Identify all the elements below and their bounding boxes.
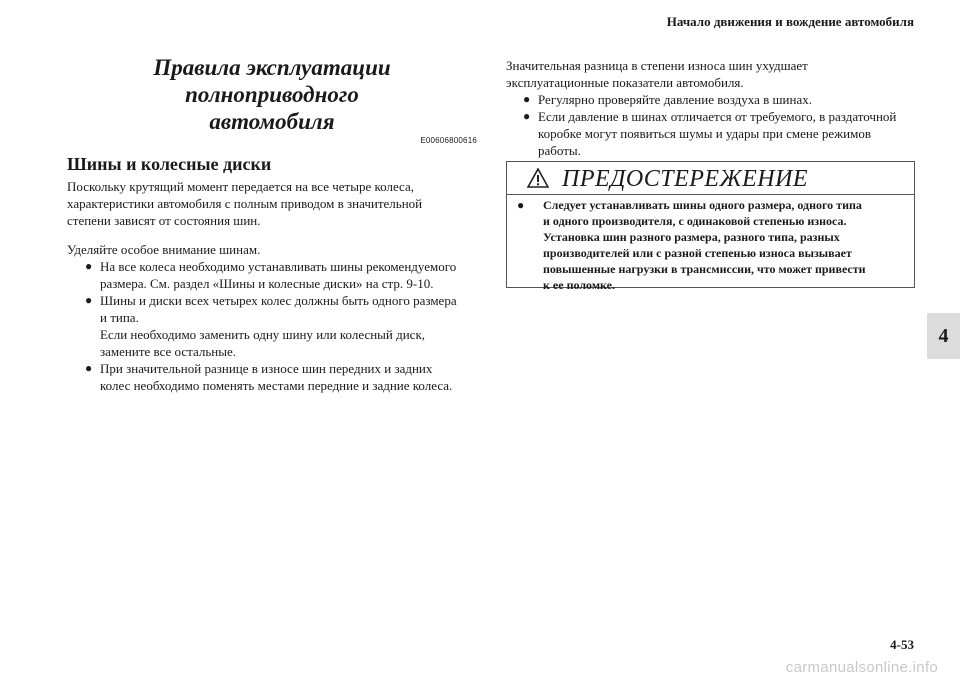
text-line: замените все остальные. bbox=[100, 344, 236, 359]
warning-line: Установка шин разного размера, разного типа, разных bbox=[543, 230, 840, 244]
text-line: степени зависят от состояния шин. bbox=[67, 213, 261, 228]
page-number: 4-53 bbox=[890, 637, 914, 652]
text-line: и типа. bbox=[100, 310, 139, 325]
bullet-icon: ● bbox=[517, 198, 525, 212]
warning-body bbox=[507, 195, 914, 293]
running-header: Начало движения и вождение автомобиля bbox=[666, 14, 914, 29]
warning-line: и одного производителя, с одинаковой степенью износа. bbox=[543, 214, 847, 228]
text-line: характеристики автомобиля с полным приводом в значительной bbox=[67, 196, 423, 211]
warning-title: ПРЕДОСТЕРЕЖЕНИЕ bbox=[562, 166, 809, 192]
text-line: Шины и диски всех четырех колес должны быть одного размера bbox=[100, 293, 457, 308]
subsection-title: Шины и колесные диски bbox=[67, 154, 272, 174]
text-line: Значительная разница в степени износа шин ухудшает bbox=[506, 58, 808, 73]
section-title bbox=[67, 54, 477, 135]
chapter-tab: 4 bbox=[927, 313, 960, 359]
bullet-icon: ● bbox=[85, 259, 93, 273]
text-line: Регулярно проверяйте давление воздуха в шинах. bbox=[538, 92, 812, 107]
attention-paragraph: Уделяйте особое внимание шинам. bbox=[67, 242, 261, 257]
watermark: carmanualsonline.info bbox=[785, 659, 938, 676]
bullet-icon: ● bbox=[85, 361, 93, 375]
warning-line: повышенные нагрузки в трансмиссии, что может привести bbox=[543, 262, 866, 276]
warning-triangle-icon bbox=[527, 168, 549, 188]
section-code: E00606800616 bbox=[420, 136, 477, 145]
text-line: работы. bbox=[538, 143, 581, 158]
bullet-icon: ● bbox=[523, 109, 531, 123]
section-title-line2: автомобиля bbox=[209, 109, 335, 134]
text-line: эксплуатационные показатели автомобиля. bbox=[506, 75, 744, 90]
warning-line: Следует устанавливать шины одного размера, одного типа bbox=[543, 198, 862, 212]
bullet-icon: ● bbox=[523, 92, 531, 106]
bullet-icon: ● bbox=[85, 293, 93, 307]
text-line: На все колеса необходимо устанавливать шины рекомендуемого bbox=[100, 259, 457, 274]
section-title-line1: Правила эксплуатации полноприводного bbox=[153, 55, 391, 107]
list-item bbox=[67, 258, 477, 292]
intro-paragraph bbox=[67, 178, 477, 229]
text-line: Поскольку крутящий момент передается на все четыре колеса, bbox=[67, 179, 415, 194]
text-line: При значительной разнице в износе шин передних и задних bbox=[100, 361, 433, 376]
text-line: размера. См. раздел «Шины и колесные диски» на стр. 9-10. bbox=[100, 276, 434, 291]
text-line: Если необходимо заменить одну шину или колесный диск, bbox=[100, 327, 426, 342]
list-item bbox=[67, 292, 477, 360]
warning-header bbox=[507, 162, 914, 195]
text-line: коробке могут появиться шумы и удары при смене режимов bbox=[538, 126, 871, 141]
list-item bbox=[506, 108, 916, 159]
warning-line: производителей или с разной степенью износа вызывает bbox=[543, 246, 852, 260]
list-item bbox=[67, 360, 477, 394]
warning-box bbox=[506, 161, 915, 292]
left-column bbox=[67, 54, 477, 394]
warning-line: к ее поломке. bbox=[543, 278, 615, 292]
list-item bbox=[506, 91, 916, 108]
text-line: Если давление в шинах отличается от требуемого, в раздаточной bbox=[538, 109, 897, 124]
text-line: колес необходимо поменять местами передние и задние колеса. bbox=[100, 378, 453, 393]
right-column bbox=[506, 57, 916, 159]
